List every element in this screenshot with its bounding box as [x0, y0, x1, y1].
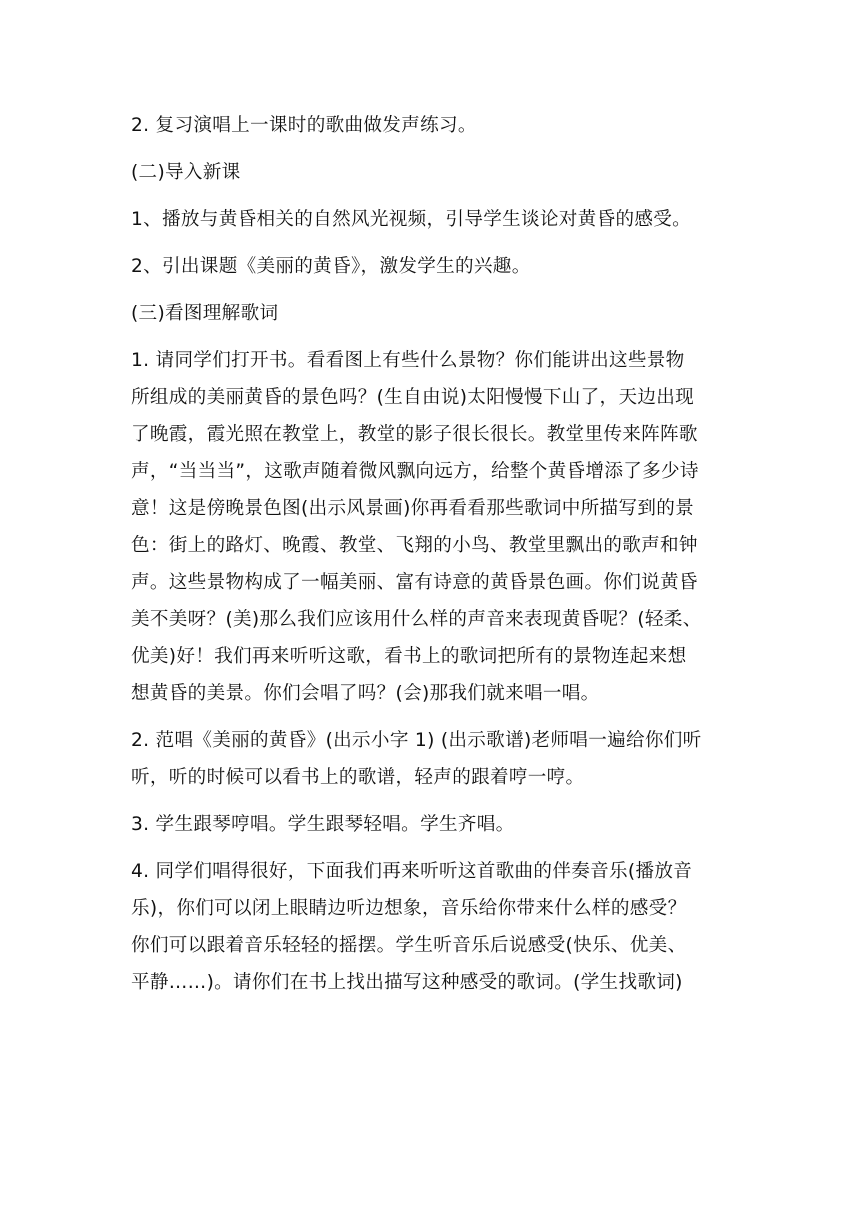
text-line: 美不美呀？(美)那么我们应该用什么样的声音来表现黄昏呢？(轻柔、 [131, 609, 702, 630]
text-line: 4. 同学们唱得很好，下面我们再来听听这首歌曲的伴奏音乐(播放音 [131, 861, 693, 882]
text-line: 乐)，你们可以闭上眼睛边听边想象，音乐给你带来什么样的感受？ [131, 898, 687, 919]
paragraph-review-singing [131, 107, 743, 144]
text-line: 意！这是傍晚景色图(出示风景画)你再看看那些歌词中所描写到的景 [131, 498, 695, 519]
text-line: 所组成的美丽黄昏的景色吗？(生自由说)太阳慢慢下山了，天边出现 [131, 387, 695, 408]
paragraph-student-singing [131, 806, 743, 843]
text-line: (三)看图理解歌词 [131, 303, 279, 324]
text-line: 声。这些景物构成了一幅美丽、富有诗意的黄昏景色画。你们说黄昏 [131, 572, 698, 593]
text-line: (二)导入新课 [131, 162, 241, 183]
text-line: 听，听的时候可以看书上的歌谱，轻声的跟着哼一哼。 [131, 767, 585, 788]
section-heading-new-lesson [131, 154, 743, 191]
paragraph-accompaniment [131, 853, 743, 1001]
text-line: 你们可以跟着音乐轻轻的摇摆。学生听音乐后说感受(快乐、优美、 [131, 935, 687, 956]
paragraph-introduce-title [131, 248, 743, 285]
section-heading-lyrics [131, 295, 743, 332]
text-line: 色：街上的路灯、晚霞、教堂、飞翔的小鸟、教堂里飘出的歌声和钟 [131, 535, 698, 556]
text-line: 平静……)。请你们在书上找出描写这种感受的歌词。(学生找歌词) [131, 972, 683, 993]
document-body [131, 107, 743, 1001]
paragraph-play-video [131, 201, 743, 238]
text-line: 2. 范唱《美丽的黄昏》(出示小字 1) (出示歌谱)老师唱一遍给你们听 [131, 730, 702, 751]
text-line: 声，“当当当”，这歌声随着微风飘向远方，给整个黄昏增添了多少诗 [131, 461, 699, 482]
text-line: 优美)好！我们再来听听这歌，看书上的歌词把所有的景物连起来想 [131, 646, 687, 667]
text-line: 1、播放与黄昏相关的自然风光视频，引导学生谈论对黄昏的感受。 [131, 209, 692, 230]
text-line: 想黄昏的美景。你们会唱了吗？(会)那我们就来唱一唱。 [131, 683, 600, 704]
text-line: 了晚霞，霞光照在教堂上，教堂的影子很长很长。教堂里传来阵阵歌 [131, 424, 698, 445]
text-line: 3. 学生跟琴哼唱。学生跟琴轻唱。学生齐唱。 [131, 814, 515, 835]
text-line: 2、引出课题《美丽的黄昏》，激发学生的兴趣。 [131, 256, 531, 277]
text-line: 2. 复习演唱上一课时的歌曲做发声练习。 [131, 115, 477, 136]
paragraph-picture-discussion [131, 342, 743, 712]
text-line: 1. 请同学们打开书。看看图上有些什么景物？你们能讲出这些景物 [131, 350, 685, 371]
paragraph-model-singing [131, 722, 743, 796]
